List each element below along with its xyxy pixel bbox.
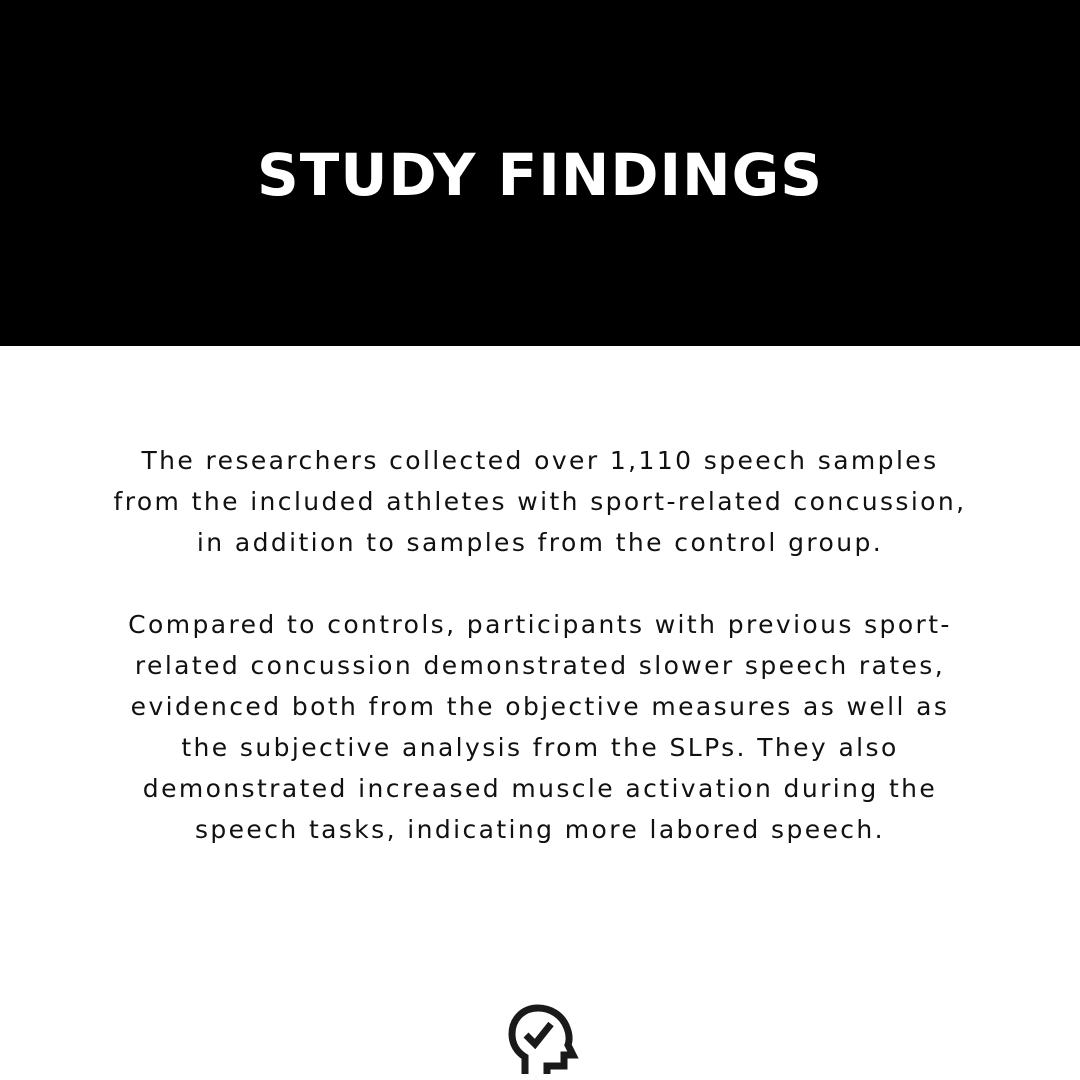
paragraph-line: The researchers collected over 1,110 speech samples <box>141 446 939 475</box>
findings-paragraph-2 <box>60 604 1020 850</box>
paragraph-line: the subjective analysis from the SLPs. They also <box>181 733 899 762</box>
paragraph-line: in addition to samples from the control group. <box>196 528 884 557</box>
paragraph-line: demonstrated increased muscle activation during the <box>142 774 938 803</box>
head-checkmark-icon <box>504 1000 582 1080</box>
paragraph-line: related concussion demonstrated slower speech rates, <box>134 651 946 680</box>
header-band <box>0 0 1080 346</box>
paragraph-line: from the included athletes with sport-related concussion, <box>113 487 967 516</box>
paragraph-line: speech tasks, indicating more labored speech. <box>194 815 886 844</box>
paragraph-line: evidenced both from the objective measures as well as <box>130 692 950 721</box>
page-title: STUDY FINDINGS <box>257 141 823 209</box>
findings-paragraph-1 <box>60 440 1020 563</box>
paragraph-line: Compared to controls, participants with previous sport- <box>128 610 952 639</box>
